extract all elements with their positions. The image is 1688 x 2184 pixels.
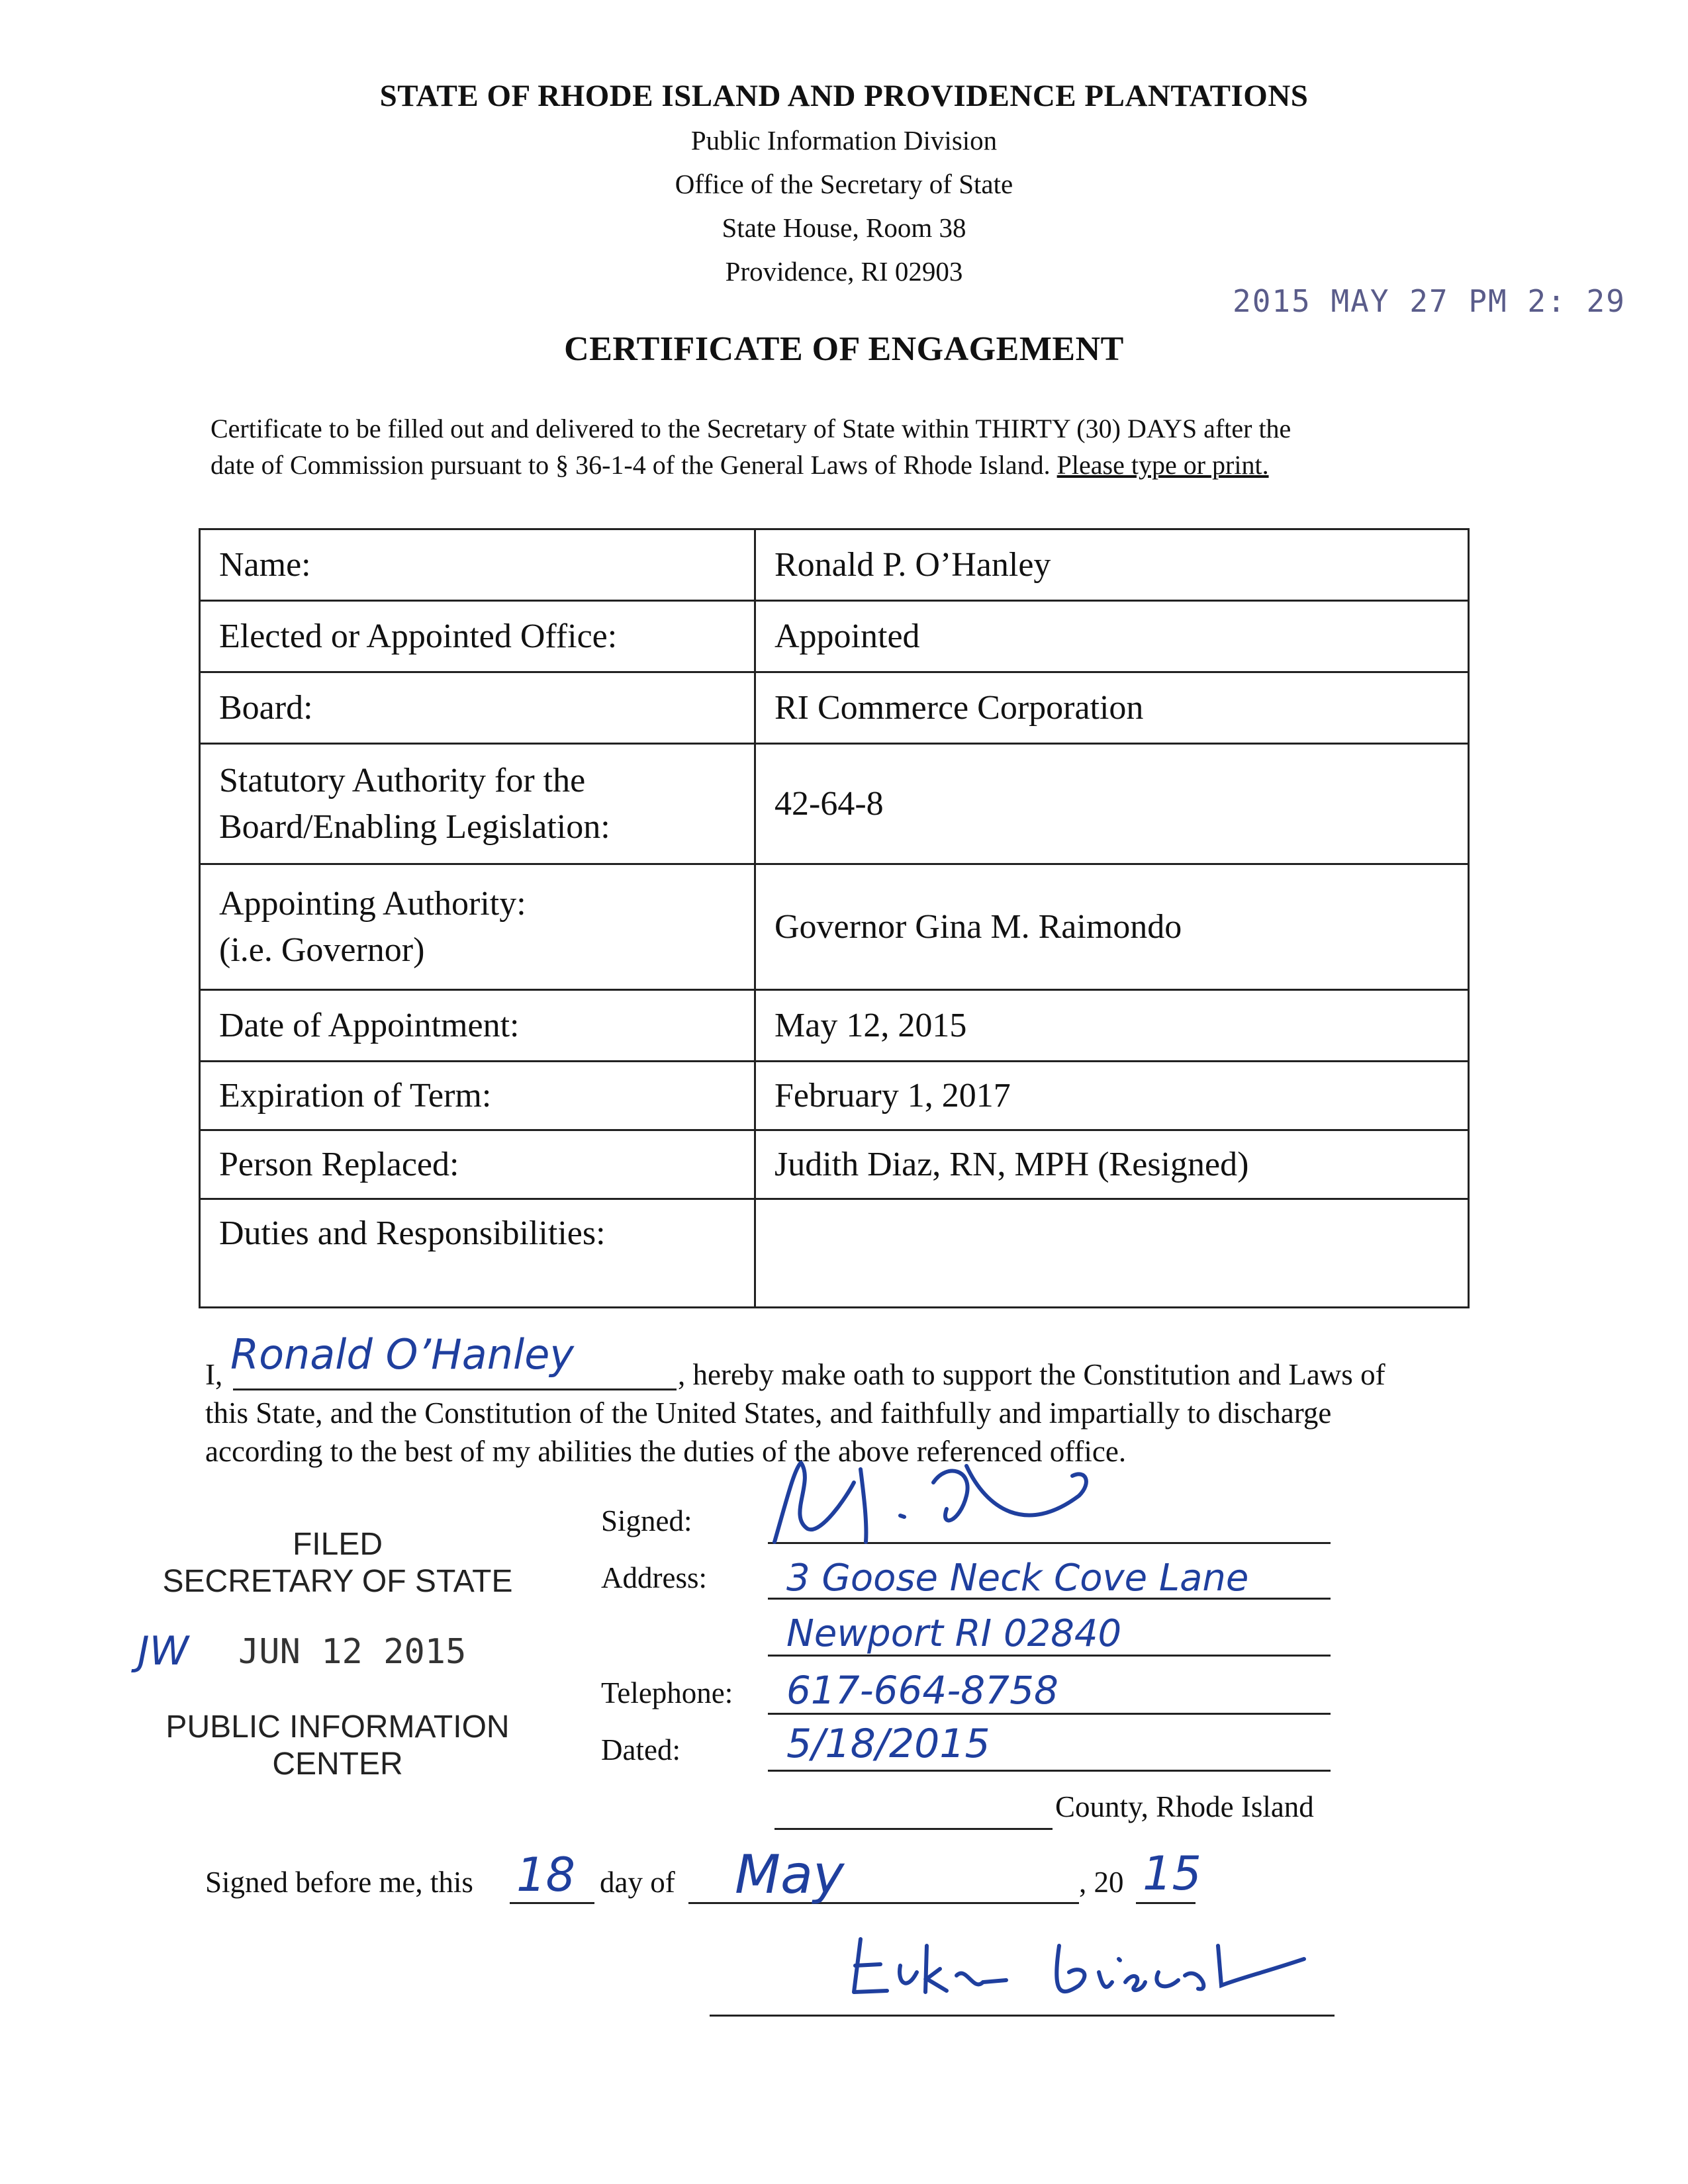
table-row-office [200, 601, 1469, 672]
room-line: State House, Room 38 [722, 212, 966, 243]
city-line: Providence, RI 02903 [725, 256, 963, 287]
label-name: Name: [200, 529, 755, 601]
notary-year-line [1136, 1902, 1196, 1904]
intro-text [211, 410, 1508, 483]
notary-year-prefix: , 20 [1079, 1866, 1124, 1899]
label-person-replaced: Person Replaced: [200, 1130, 755, 1199]
address-label: Address: [601, 1561, 707, 1594]
filed-stamp-initials: JW [138, 1628, 189, 1674]
label-board: Board: [200, 672, 755, 744]
handwritten-notary-year: 15 [1143, 1846, 1202, 1901]
label-duties: Duties and Responsibilities: [200, 1199, 755, 1308]
label-statutory-line1: Statutory Authority for the [219, 761, 586, 799]
value-board: RI Commerce Corporation [755, 672, 1469, 744]
handwritten-dated: 5/18/2015 [786, 1721, 990, 1767]
oath-prefix: I, [205, 1358, 223, 1391]
engagement-form-table [199, 528, 1470, 1308]
table-row-person-replaced [200, 1130, 1469, 1199]
county-label: County, Rhode Island [1055, 1790, 1314, 1823]
label-appointing-line1: Appointing Authority: [219, 884, 526, 923]
label-date-appointment: Date of Appointment: [200, 990, 755, 1062]
received-stamp: 2015 MAY 27 PM 2: 29 [1233, 283, 1626, 319]
signed-label: Signed: [601, 1504, 692, 1537]
value-statutory: 42-64-8 [755, 744, 1469, 864]
filed-stamp-date: JUN 12 2015 [238, 1632, 467, 1672]
office-line: Office of the Secretary of State [675, 169, 1013, 199]
handwritten-address-2: Newport RI 02840 [786, 1612, 1122, 1655]
telephone-label: Telephone: [601, 1676, 733, 1709]
table-row-board [200, 672, 1469, 744]
oath-name-line [233, 1388, 677, 1390]
label-statutory [200, 744, 755, 864]
notary-day-line [510, 1902, 594, 1904]
oath-line-1: , hereby make oath to support the Constitution and Laws of [678, 1358, 1385, 1391]
handwritten-telephone: 617-664-8758 [786, 1668, 1058, 1713]
dated-line [768, 1770, 1331, 1772]
intro-line-2 [211, 447, 1508, 483]
filed-stamp-line2: SECRETARY OF STATE [162, 1564, 513, 1599]
county-line [774, 1828, 1053, 1830]
value-expiration: February 1, 2017 [755, 1062, 1469, 1130]
label-expiration: Expiration of Term: [200, 1062, 755, 1130]
label-statutory-line2: Board/Enabling Legislation: [219, 807, 610, 846]
intro-line-2-text: date of Commission pursuant to § 36-1-4 of the General Laws of Rhode Island. [211, 450, 1051, 480]
value-office: Appointed [755, 601, 1469, 672]
value-name: Ronald P. O’Hanley [755, 529, 1469, 601]
filed-stamp-line1: FILED [292, 1527, 383, 1562]
intro-instruction: Please type or print. [1056, 450, 1269, 480]
certificate-title: CERTIFICATE OF ENGAGEMENT [564, 330, 1124, 368]
handwritten-address-1: 3 Goose Neck Cove Lane [786, 1557, 1249, 1600]
table-row-expiration [200, 1062, 1469, 1130]
notary-signature [841, 1919, 1317, 2012]
label-appointing-line2: (i.e. Governor) [219, 931, 425, 969]
notary-signature-line [710, 2015, 1335, 2017]
division-line: Public Information Division [690, 125, 998, 156]
table-row-date-appointment [200, 990, 1469, 1062]
value-appointing: Governor Gina M. Raimondo [755, 864, 1469, 990]
table-row-appointing [200, 864, 1469, 990]
handwritten-notary-month: May [735, 1844, 845, 1905]
handwritten-oath-name: Ronald O’Hanley [230, 1330, 575, 1379]
notary-day-of: day of [600, 1866, 675, 1899]
label-office: Elected or Appointed Office: [200, 601, 755, 672]
filed-stamp-line4: CENTER [272, 1747, 403, 1782]
handwritten-notary-day: 18 [516, 1848, 576, 1902]
telephone-line [768, 1713, 1331, 1715]
value-duties [755, 1199, 1469, 1308]
notary-prefix: Signed before me, this [205, 1866, 473, 1899]
value-date-appointment: May 12, 2015 [755, 990, 1469, 1062]
value-person-replaced: Judith Diaz, RN, MPH (Resigned) [755, 1130, 1469, 1199]
signature-mark [748, 1456, 1119, 1549]
oath-line-3: according to the best of my abilities the duties of the above referenced office. [205, 1435, 1127, 1468]
filed-stamp-line3: PUBLIC INFORMATION [165, 1709, 510, 1745]
oath-line-2: this State, and the Constitution of the United States, and faithfully and impartially to discharge [205, 1396, 1332, 1430]
intro-line-1: Certificate to be filled out and delivered to the Secretary of State within THIRTY (30) DAYS after the [211, 414, 1291, 443]
state-heading: STATE OF RHODE ISLAND AND PROVIDENCE PLANTATIONS [379, 79, 1309, 113]
table-row-duties [200, 1199, 1469, 1308]
dated-label: Dated: [601, 1733, 680, 1766]
table-row-name [200, 529, 1469, 601]
table-row-statutory [200, 744, 1469, 864]
label-appointing [200, 864, 755, 990]
